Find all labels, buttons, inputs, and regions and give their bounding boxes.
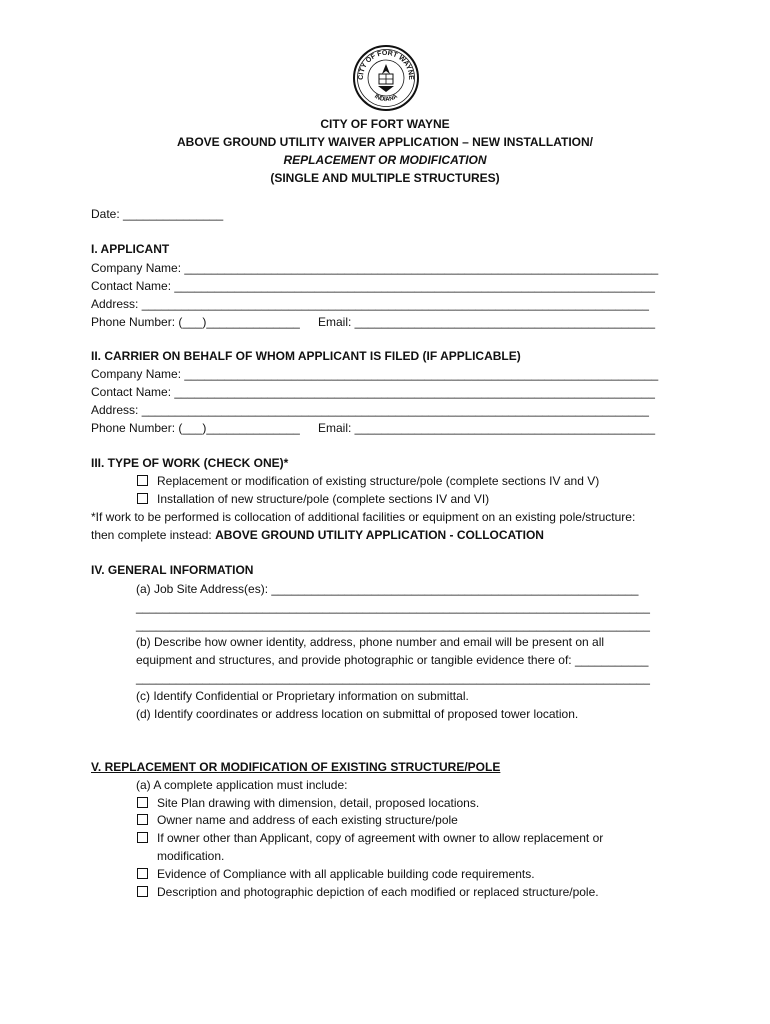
compliance-checkbox[interactable] xyxy=(137,868,148,879)
new-installation-option-label: Installation of new structure/pole (complete sections IV and VI) xyxy=(157,492,490,506)
site-plan-checkbox[interactable] xyxy=(137,797,148,808)
section-general-info-title: IV. GENERAL INFORMATION xyxy=(91,563,254,577)
owner-identity-field[interactable]: equipment and structures, and provide photographic or tangible evidence there of: ___________ xyxy=(136,653,649,667)
owner-agreement-label: If owner other than Applicant, copy of agreement with owner to allow replacement or xyxy=(157,831,604,845)
photo-depiction-checkbox[interactable] xyxy=(137,886,148,897)
applicant-email-field[interactable]: Email: _____________________________________________ xyxy=(318,315,655,329)
owner-name-label: Owner name and address of each existing structure/pole xyxy=(157,813,458,827)
complete-application-heading: (a) A complete application must include: xyxy=(136,778,348,792)
section-applicant-title: I. APPLICANT xyxy=(91,242,170,256)
applicant-address-field[interactable]: Address: ____________________________________________________________________________ xyxy=(91,297,649,311)
confidential-info-item: (c) Identify Confidential or Proprietary information on submittal. xyxy=(136,689,469,703)
header-scope: (SINGLE AND MULTIPLE STRUCTURES) xyxy=(270,171,500,185)
header-city: CITY OF FORT WAYNE xyxy=(320,117,450,131)
compliance-label: Evidence of Compliance with all applicable building code requirements. xyxy=(157,867,535,881)
coordinates-item: (d) Identify coordinates or address location on submittal of proposed tower location. xyxy=(136,707,579,721)
carrier-phone-field[interactable]: Phone Number: (___)______________ xyxy=(91,421,300,435)
svg-text:INDIANA: INDIANA xyxy=(373,93,399,104)
job-site-address-field[interactable]: (a) Job Site Address(es): _______________________________________________________ xyxy=(136,582,639,596)
owner-agreement-label-cont: modification. xyxy=(157,849,225,863)
photo-depiction-label: Description and photographic depiction of each modified or replaced structure/pole. xyxy=(157,885,599,899)
collocation-note-cont xyxy=(91,527,544,543)
new-installation-checkbox[interactable] xyxy=(137,493,148,504)
owner-identity-question: (b) Describe how owner identity, address, phone number and email will be present on all xyxy=(136,635,605,649)
collocation-note-prefix: then complete instead: xyxy=(91,528,216,542)
carrier-contact-field[interactable]: Contact Name: ________________________________________________________________________ xyxy=(91,385,655,399)
carrier-address-field[interactable]: Address: ____________________________________________________________________________ xyxy=(91,403,649,417)
header-title: ABOVE GROUND UTILITY WAIVER APPLICATION – NEW INSTALLATION/ xyxy=(176,135,593,149)
site-plan-label: Site Plan drawing with dimension, detail, proposed locations. xyxy=(157,796,480,810)
header-subtitle: REPLACEMENT OR MODIFICATION xyxy=(283,153,487,167)
replacement-checkbox[interactable] xyxy=(137,475,148,486)
job-site-address-line-3[interactable]: _____________________________________________________________________________ xyxy=(136,618,650,632)
replacement-option-label: Replacement or modification of existing structure/pole (complete sections IV and V) xyxy=(157,474,600,488)
applicant-phone-field[interactable]: Phone Number: (___)______________ xyxy=(91,315,300,329)
section-work-type-title: III. TYPE OF WORK (CHECK ONE)* xyxy=(91,456,289,470)
date-field[interactable]: Date: _______________ xyxy=(91,207,224,221)
applicant-company-field[interactable]: Company Name: _______________________________________________________________________ xyxy=(91,261,659,275)
collocation-note: *If work to be performed is collocation of additional facilities or equipment on an existing pole/structure: xyxy=(91,510,636,524)
owner-identity-line-2[interactable]: _____________________________________________________________________________ xyxy=(136,671,650,685)
owner-agreement-checkbox[interactable] xyxy=(137,832,148,843)
section-replacement-title: V. REPLACEMENT OR MODIFICATION OF EXISTING STRUCTURE/POLE xyxy=(91,760,501,774)
collocation-application-name: ABOVE GROUND UTILITY APPLICATION - COLLOCATION xyxy=(215,528,544,542)
owner-name-checkbox[interactable] xyxy=(137,814,148,825)
applicant-contact-field[interactable]: Contact Name: ________________________________________________________________________ xyxy=(91,279,655,293)
svg-text:CITY OF FORT WAYNE: CITY OF FORT WAYNE xyxy=(357,49,415,80)
section-carrier-title: II. CARRIER ON BEHALF OF WHOM APPLICANT IS FILED (IF APPLICABLE) xyxy=(91,349,521,363)
carrier-company-field[interactable]: Company Name: _______________________________________________________________________ xyxy=(91,367,659,381)
carrier-email-field[interactable]: Email: _____________________________________________ xyxy=(318,421,655,435)
job-site-address-line-2[interactable]: _____________________________________________________________________________ xyxy=(136,600,650,614)
city-seal-icon xyxy=(352,44,420,112)
